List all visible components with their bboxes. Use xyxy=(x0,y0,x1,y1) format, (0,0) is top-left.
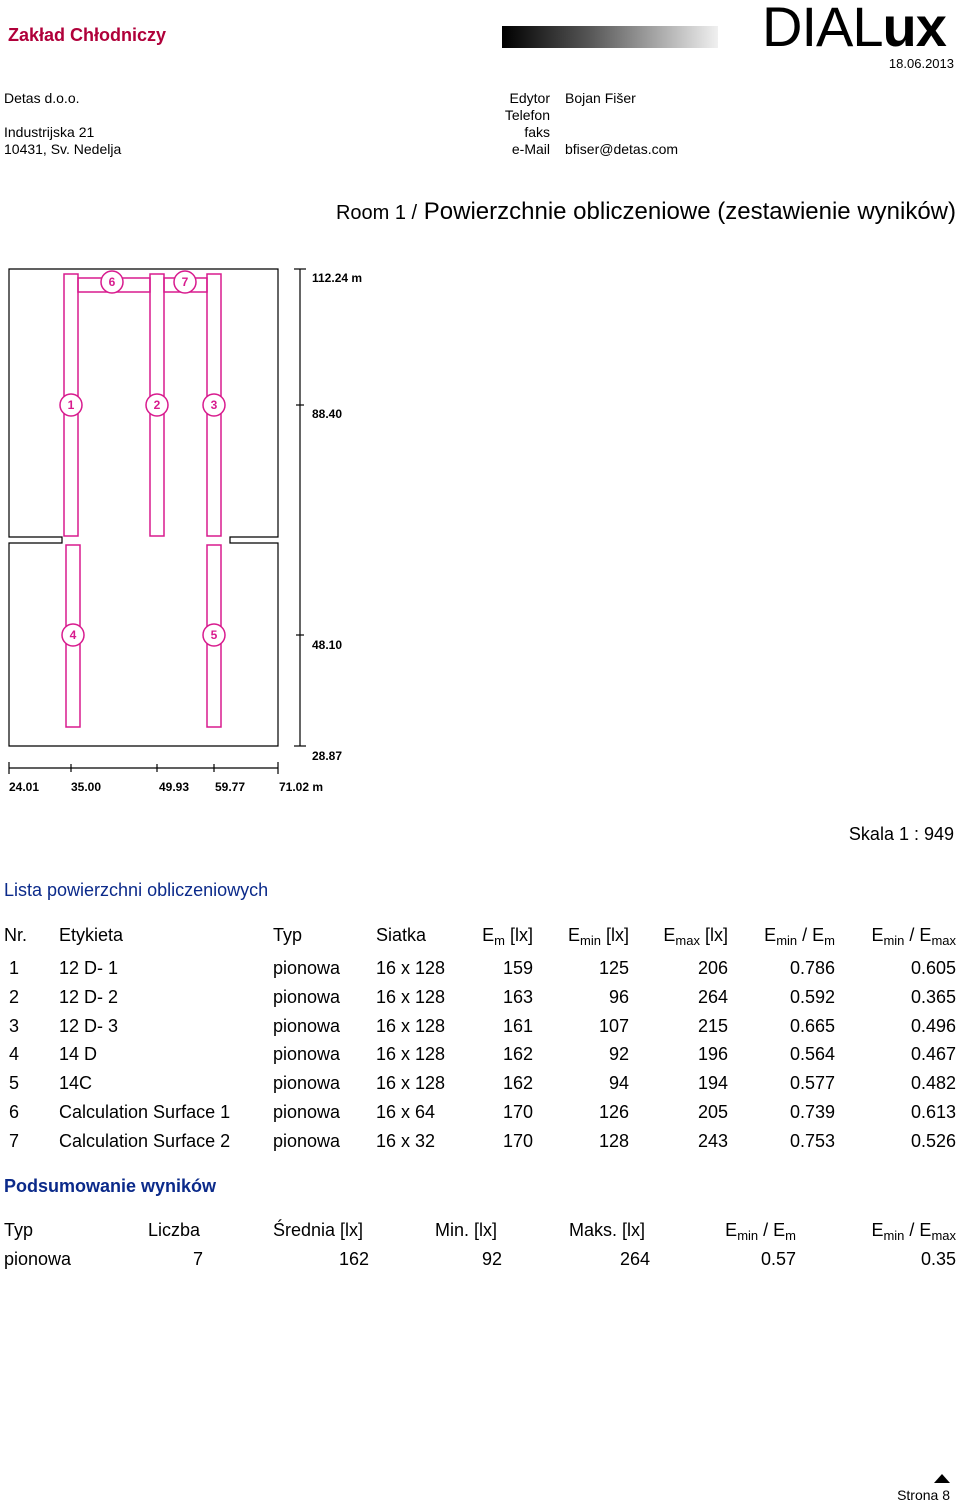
dialux-logo xyxy=(762,0,946,59)
x-label-2: 35.00 xyxy=(71,780,102,794)
row-grid: 16 x 64 xyxy=(376,1102,436,1122)
row-nr: 6 xyxy=(8,1102,19,1122)
logo-text-lux: ux xyxy=(882,0,946,58)
row-type: pionowa xyxy=(273,1044,341,1065)
row-nr: 5 xyxy=(8,1073,19,1094)
summary-section-title: Podsumowanie wyników xyxy=(4,1176,217,1196)
x-label-3: 49.93 xyxy=(159,780,190,794)
page-up-arrow-icon xyxy=(934,1474,950,1483)
row-ratio-emin-em: 0.577 xyxy=(789,1073,835,1094)
row-label: 14 D xyxy=(59,1044,98,1065)
x-label-5: 71.02 m xyxy=(279,780,324,794)
logo-text-dia: DIAL xyxy=(762,0,883,58)
row-ratio-emin-emax: 0.467 xyxy=(910,1044,956,1065)
contact-labels xyxy=(440,90,550,158)
row-nr: 4 xyxy=(8,1044,19,1065)
row-label: 12 D- 1 xyxy=(59,958,119,978)
row-grid: 16 x 32 xyxy=(376,1130,436,1151)
y-label-2: 88.40 xyxy=(312,407,343,421)
row-em: 162 xyxy=(502,1044,533,1065)
row-em: 170 xyxy=(502,1130,533,1151)
row-label: 12 D- 2 xyxy=(59,986,119,1007)
summary-header-ratio-emin-em: $E_{min} / E_m$ xyxy=(725,1220,796,1243)
row-nr: 1 xyxy=(8,958,19,978)
header-label: Etykieta xyxy=(59,925,124,945)
row-label: 12 D- 3 xyxy=(59,1015,119,1036)
list-section-title: Lista powierzchni obliczeniowych xyxy=(4,880,269,900)
page-title-text: Powierzchnie obliczeniowe (zestawienie wyników) xyxy=(423,198,956,225)
row-emax: 215 xyxy=(697,1015,728,1036)
company-street: Industrijska 21 xyxy=(4,124,95,140)
editor-label: Edytor xyxy=(509,90,550,106)
row-type: pionowa xyxy=(273,1130,341,1151)
row-ratio-emin-em: 0.665 xyxy=(789,1015,835,1036)
row-nr: 3 xyxy=(8,1015,19,1036)
header-ratio-emin-em: $E_{min} / E_m$ xyxy=(764,925,835,948)
row-grid: 16 x 128 xyxy=(376,1044,446,1065)
room-outline xyxy=(9,269,278,746)
row-em: 170 xyxy=(502,1102,533,1122)
company-header-name: Zakład Chłodniczy xyxy=(8,25,167,45)
row-em: 159 xyxy=(502,958,533,978)
row-ratio-emin-emax: 0.605 xyxy=(910,958,956,978)
editor-name: Bojan Fišer xyxy=(565,90,636,106)
row-emin: 128 xyxy=(598,1130,629,1151)
row-ratio-emin-emax: 0.526 xyxy=(910,1130,956,1151)
company-name: Detas d.o.o. xyxy=(4,90,80,106)
x-label-1: 24.01 xyxy=(9,780,40,794)
marker-7-label: 7 xyxy=(181,275,189,289)
header-gradient-bar xyxy=(502,26,718,48)
row-ratio-emin-emax: 0.365 xyxy=(910,986,956,1007)
summary-header-count: Liczba xyxy=(148,1220,201,1240)
row-em: 162 xyxy=(502,1073,533,1094)
company-address-block xyxy=(4,90,121,158)
contact-values xyxy=(565,90,678,158)
row-label: 14C xyxy=(59,1073,93,1094)
summary-header-type: Typ xyxy=(4,1220,34,1240)
phone-label: Telefon xyxy=(504,107,550,123)
row-nr: 7 xyxy=(8,1130,19,1151)
row-emax: 196 xyxy=(697,1044,728,1065)
row-ratio-emin-em: 0.592 xyxy=(789,986,835,1007)
summary-header-max: Maks. [lx] xyxy=(569,1220,646,1240)
marker-4-label: 4 xyxy=(69,628,77,642)
header-nr: Nr. xyxy=(4,925,28,945)
row-emax: 205 xyxy=(697,1102,728,1122)
x-label-4: 59.77 xyxy=(215,780,246,794)
row-label: Calculation Surface 2 xyxy=(59,1130,231,1151)
row-emax: 243 xyxy=(697,1130,728,1151)
row-ratio-emin-em: 0.564 xyxy=(789,1044,835,1065)
editor-email: bfiser@detas.com xyxy=(565,141,679,157)
row-type: pionowa xyxy=(273,1015,341,1036)
row-ratio-emin-emax: 0.613 xyxy=(910,1102,956,1122)
row-emin: 107 xyxy=(598,1015,629,1036)
page-number: Strona 8 xyxy=(897,1487,950,1503)
summary-header-min: Min. [lx] xyxy=(435,1220,498,1240)
marker-1-label: 1 xyxy=(67,398,75,412)
row-emax: 206 xyxy=(697,958,728,978)
summary-header-avg: Średnia [lx] xyxy=(273,1220,364,1240)
header-emin: $E_{min}$ [lx] xyxy=(568,925,629,948)
marker-6-label: 6 xyxy=(108,275,116,289)
document-date: 18.06.2013 xyxy=(888,56,954,71)
row-em: 163 xyxy=(502,986,533,1007)
header-type: Typ xyxy=(273,925,303,945)
row-type: pionowa xyxy=(273,1073,341,1094)
row-ratio-emin-em: 0.739 xyxy=(789,1102,835,1122)
summary-ratio-emin-em: 0.57 xyxy=(760,1249,796,1269)
page-title xyxy=(336,198,956,226)
row-emin: 126 xyxy=(598,1102,629,1122)
row-ratio-emin-em: 0.753 xyxy=(789,1130,835,1151)
plan-scale: Skala 1 : 949 xyxy=(848,824,954,844)
summary-count: 7 xyxy=(192,1249,203,1269)
row-emin: 96 xyxy=(608,986,629,1007)
row-ratio-emin-emax: 0.482 xyxy=(910,1073,956,1094)
summary-max: 264 xyxy=(619,1249,650,1269)
y-label-bottom: 28.87 xyxy=(312,749,343,763)
row-type: pionowa xyxy=(273,986,341,1007)
row-grid: 16 x 128 xyxy=(376,1015,446,1036)
row-emin: 92 xyxy=(608,1044,629,1065)
row-nr: 2 xyxy=(8,986,19,1007)
row-emax: 194 xyxy=(697,1073,728,1094)
row-em: 161 xyxy=(502,1015,533,1036)
marker-2-label: 2 xyxy=(153,398,161,412)
y-label-3: 48.10 xyxy=(312,638,343,652)
row-ratio-emin-em: 0.786 xyxy=(789,958,835,978)
row-emax: 264 xyxy=(697,986,728,1007)
row-type: pionowa xyxy=(273,1102,341,1122)
header-emax: $E_{max}$ [lx] xyxy=(663,925,728,948)
header-grid: Siatka xyxy=(376,925,427,945)
fax-label: faks xyxy=(524,124,550,140)
row-type: pionowa xyxy=(273,958,341,978)
row-grid: 16 x 128 xyxy=(376,1073,446,1094)
company-city: 10431, Sv. Nedelja xyxy=(4,141,122,157)
row-ratio-emin-emax: 0.496 xyxy=(910,1015,956,1036)
header-ratio-emin-emax: $E_{min} / E_{max}$ xyxy=(871,925,956,948)
summary-avg: 162 xyxy=(338,1249,369,1269)
summary-ratio-emin-emax: 0.35 xyxy=(920,1249,956,1269)
y-label-top: 112.24 m xyxy=(312,271,363,285)
marker-5-label: 5 xyxy=(210,628,218,642)
summary-type: pionowa xyxy=(4,1249,72,1269)
summary-min: 92 xyxy=(481,1249,502,1269)
header-em: $E_m$ [lx] xyxy=(482,925,533,948)
floor-plan xyxy=(0,258,400,798)
page-title-room: Room 1 / xyxy=(335,202,418,224)
horizontal-ruler xyxy=(9,762,278,774)
email-label: e-Mail xyxy=(511,141,550,157)
summary-header-ratio-emin-emax: $E_{min} / E_{max}$ xyxy=(871,1220,956,1243)
row-grid: 16 x 128 xyxy=(376,958,446,978)
row-emin: 94 xyxy=(608,1073,629,1094)
row-grid: 16 x 128 xyxy=(376,986,446,1007)
vertical-ruler xyxy=(294,269,306,746)
marker-3-label: 3 xyxy=(210,398,218,412)
row-label: Calculation Surface 1 xyxy=(59,1102,231,1122)
row-emin: 125 xyxy=(598,958,629,978)
